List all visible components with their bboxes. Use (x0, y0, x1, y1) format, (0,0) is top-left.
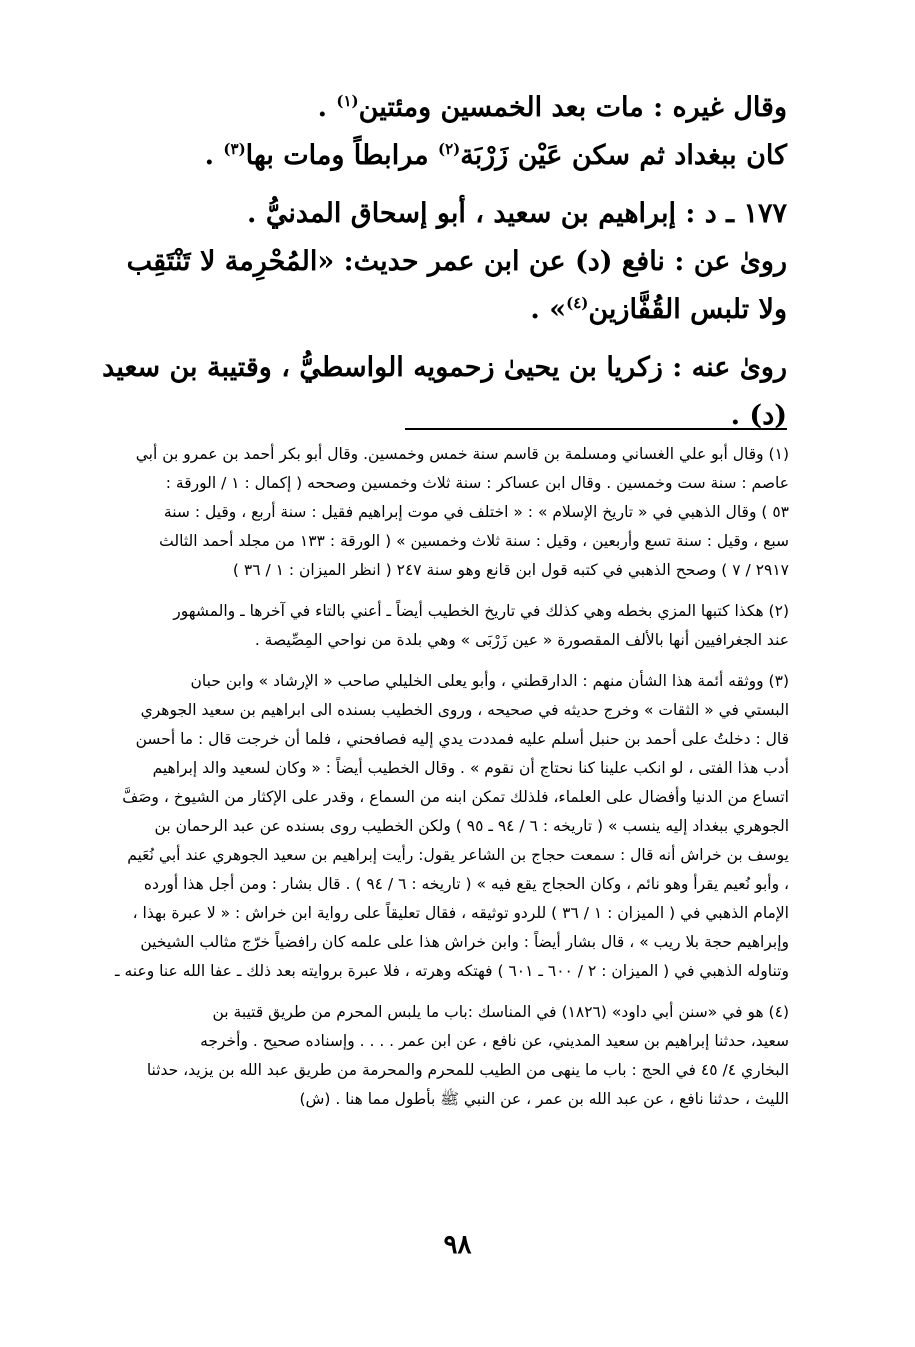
rawa-anhu-line-1: روىٰ عنه : زكريا بن يحيىٰ زحمويه الواسطيُّ ، وقتيبة بن سعيد (102, 352, 787, 383)
main-line-residence: كان ببغداد ثم سكن عَيْن زَرْبَة$^{(٢)}$ مرابطاً ومات بها$^{(٣)}$ . (204, 140, 787, 171)
footnote-2 (94, 597, 789, 655)
footnote-ref-2[interactable]: (٢) (437, 140, 461, 158)
footnote-line: (٤) هو في «سنن أبي داود» (١٨٢٦) في المناسك :باب ما يلبس المحرم من طريق قتيبة بن (212, 1003, 789, 1021)
footnote-line: سعيد، حدثنا إبراهيم بن سعيد المديني، عن نافع ، عن ابن عمر . . . . وإسناده صحيح . وأخرجه (200, 1032, 789, 1050)
footnote-3 (94, 667, 789, 986)
footnote-4 (94, 998, 789, 1114)
footnote-line: الجوهري ببغداد إليه ينسب » ( تاريخه : ٦ / ٩٤ ـ ٩٥ ) ولكن الخطيب روى بسنده عن عبد الرحمان بن (154, 817, 789, 835)
footnote-line: وإبراهيم حجة بلا ريب » ، قال بشار أيضاً : وابن خراش هذا على علمه كان رافضياً خرّج مثالب الشيخين (140, 933, 789, 951)
main-line-death-date: وقال غيره : مات بعد الخمسين ومئتين$^{(١)}$ . (317, 92, 787, 123)
footnote-ref-1[interactable]: (١) (336, 92, 359, 110)
footnote-1 (94, 440, 789, 585)
footnote-line: البخاري ٤/ ٤٥ في الحج : باب ما ينهى من الطيب للمحرم والمحرمة من طريق عبد الله بن يزيد، حدثنا (146, 1061, 789, 1079)
footnote-line: البستي في « الثقات » وخرج حديثه في صحيحه ، وروى الخطيب بسنده الى ابراهيم بن سعيد الجوهري (140, 701, 789, 719)
footnote-line: سبع ، وقيل : سنة تسع وأربعين ، وقيل : سنة ثلاث وخمسين » ( الورقة : ١٣٣ من مجلد أحمد الثالث (159, 532, 789, 550)
footnote-separator (405, 428, 787, 430)
footnote-ref-3[interactable]: (٣) (223, 140, 246, 158)
footnote-line: ، وأبو نُعيم يقرأ وهو نائم ، وكان الحجاج يقع فيه » ( تاريخه : ٦ / ٩٤ ) . قال بشار : ومن أجل هذا أورده (143, 875, 789, 893)
main-text (92, 84, 787, 440)
rawa-anhu-line-2: (د) . (730, 400, 787, 431)
footnote-line: وتناوله الذهبي في ( الميزان : ٢ / ٦٠٠ ـ ٦٠١ ) فهتكه وهرته ، فلا عبرة بروايته بعد ذلك ـ عفا الله عنا وعنه ـ (115, 962, 789, 980)
footnote-line: عند الجغرافيين أنها بالألف المقصورة « عين زَرْبَى » وهي بلدة من نواحي المِصِّيصة . (254, 631, 789, 649)
footnote-line: (١) وقال أبو علي الغساني ومسلمة بن قاسم سنة خمس وخمسين. وقال أبو بكر أحمد بن عمرو بن أبي (135, 445, 789, 463)
footnote-ref-4[interactable]: (٤) (566, 294, 589, 312)
footnote-line: عاصم : سنة ست وخمسين . وقال ابن عساكر : سنة ثلاث وخمسين وصححه ( إكمال : ١ / الورقة : (165, 474, 789, 492)
footnote-line: الإمام الذهبي في ( الميزان : ١ / ٣٦ ) للردو توثيقه ، فقال تعليقاً على رواية ابن خراش : « لا عبرة بهذا ، (132, 904, 789, 922)
rawa-an-line-1: روىٰ عن : نافع (د) عن ابن عمر حديث: «المُحْرِمة لا تَنْتَقِب (126, 246, 787, 277)
footnote-line: يوسف بن خراش أنه قال : سمعت حجاج بن الشاعر يقول: رأيت إبراهيم بن سعيد الجوهري عند أبي نُعَيم (127, 846, 789, 864)
footnote-line: (٣) ووثقه أئمة هذا الشأن منهم : الدارقطني ، وأبو يعلى الخليلي صاحب « الإرشاد » وابن حبان (190, 672, 789, 690)
footnote-line: (٢) هكذا كتبها المزي بخطه وهي كذلك في تاريخ الخطيب أيضاً ـ أعني بالتاء في آخرها ـ والمشهور (173, 602, 789, 620)
footnotes (94, 440, 789, 1126)
page-number: ٩٨ (443, 1230, 472, 1260)
footnote-line: اتساع من الدنيا وأفضال على العلماء، فلذلك تمكن ابنه من السماع ، وقدر على الإكثار من الشيوخ ، وصَفَّ (122, 788, 789, 806)
footnote-line: الليث ، حدثنا نافع ، عن عبد الله بن عمر ، عن النبي ﷺ بأطول مما هنا . (ش) (299, 1090, 789, 1108)
footnote-line: قال : دخلتُ على أحمد بن حنبل أسلم عليه فمددت يدي إليه فصافحني ، فلما أن خرجت قال : ما أحسن (135, 730, 789, 748)
rawa-an-line-2: ولا تلبس القُفَّازين$^{(٤)}$» . (530, 294, 787, 325)
footnote-line: ٥٣ ) وقال الذهبي في « تاريخ الإسلام » : « اختلف في موت إبراهيم فقيل : سنة أربع ، وقيل : سنة (163, 503, 789, 521)
footnote-line: ٢٩١٧ / ٧ ) وصحح الذهبي في كتبه قول ابن قانع وهو سنة ٢٤٧ ( انظر الميزان : ١ / ٣٦ ) (232, 561, 789, 579)
footnote-line: أدب هذا الفتى ، لو انكب علينا كنا نحتاج أن نقوم » . وقال الخطيب أيضاً : « وكان لسعيد والد إبراهيم (152, 759, 789, 777)
entry-heading: ١٧٧ ـ د : إبراهيم بن سعيد ، أبو إسحاق المدنيُّ . (247, 198, 787, 229)
